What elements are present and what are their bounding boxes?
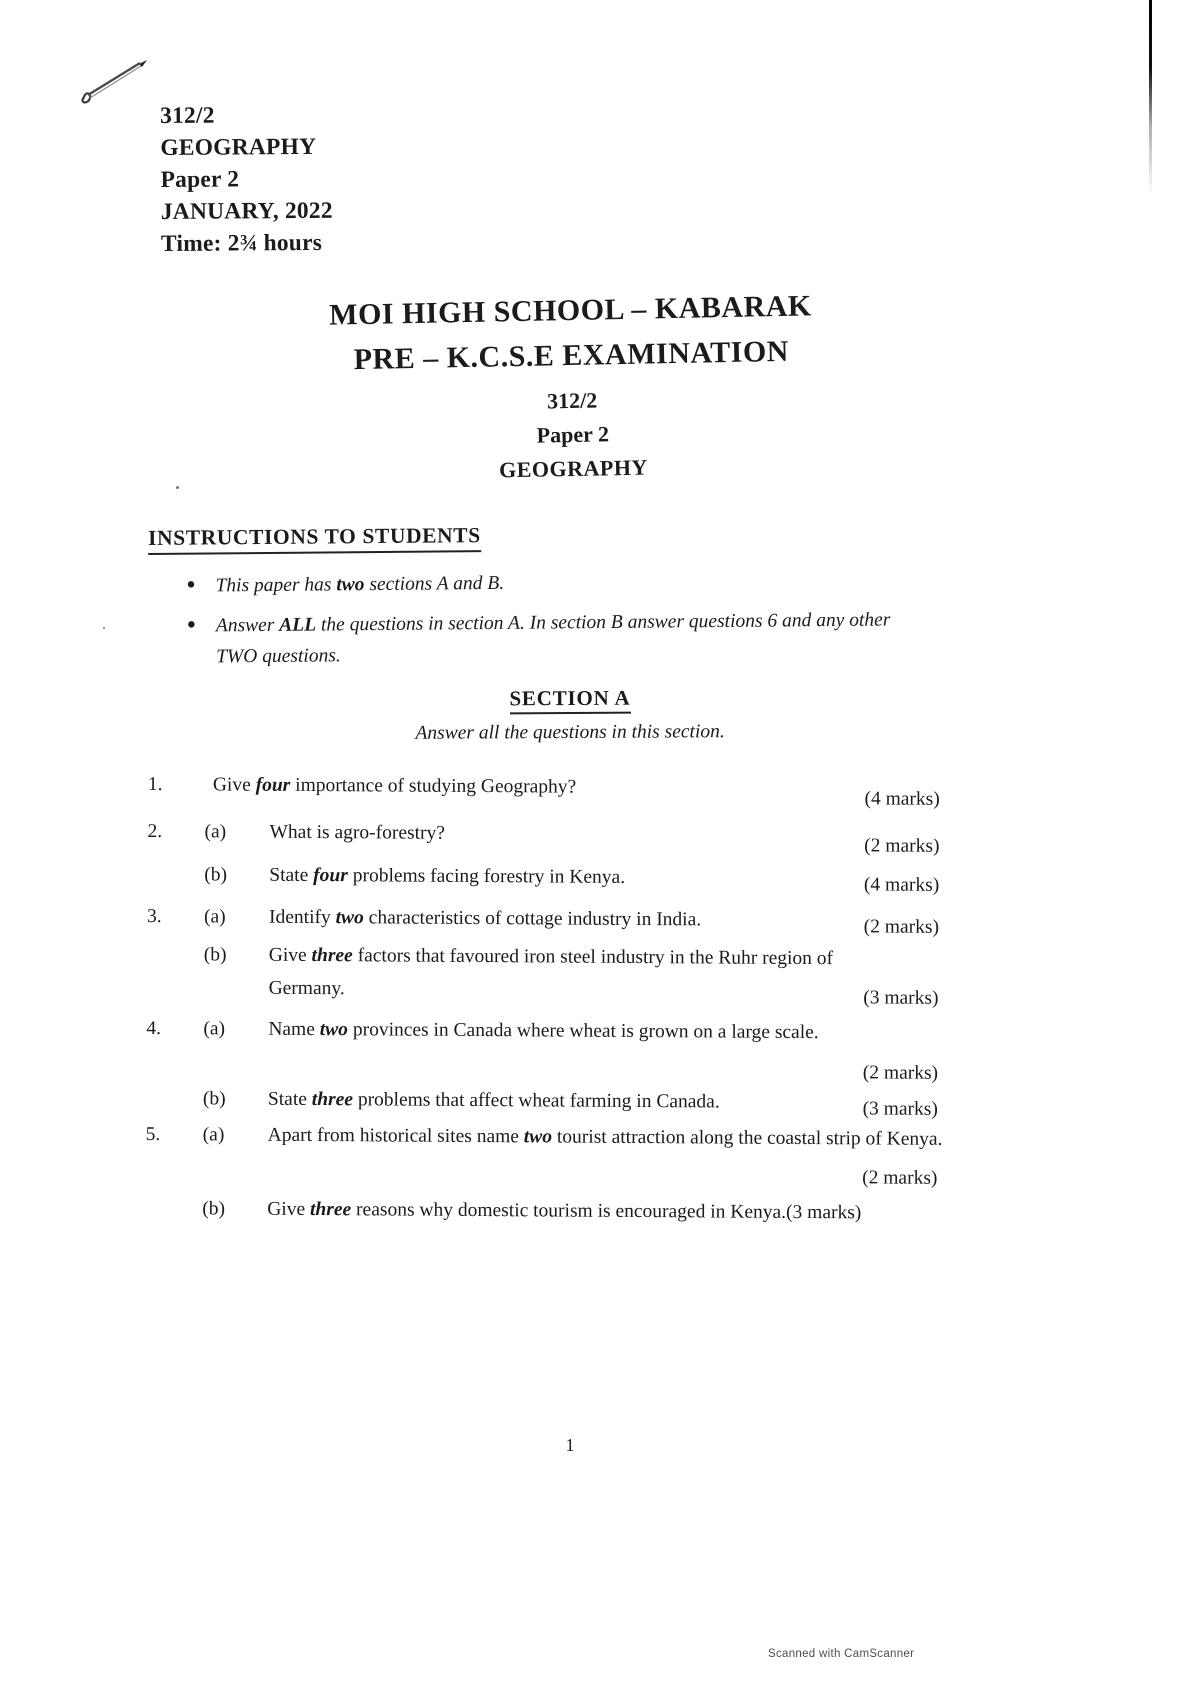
question-marks: (4 marks)	[863, 874, 940, 896]
page-number: 1	[565, 1435, 575, 1455]
title-subject: GEOGRAPHY	[498, 454, 649, 483]
question-number: 5.	[145, 1123, 161, 1146]
section-a-heading: SECTION A	[509, 686, 630, 715]
instruction-item: ● Answer ALL the questions in section A. In section B answer questions 6 and any other TWO questions.	[186, 609, 891, 668]
instruction-item: ● This paper has two sections A and B.	[148, 564, 925, 602]
title-paper-number: Paper 2	[536, 421, 610, 448]
paper-number: Paper 2	[160, 166, 240, 193]
question-letter: (a)	[203, 1018, 226, 1040]
question-marks: (3 marks)	[862, 1098, 938, 1120]
question-number: 2.	[147, 820, 163, 843]
question-marks: (2 marks)	[863, 916, 940, 938]
question-letter: (b)	[204, 864, 228, 886]
scan-speck	[103, 627, 105, 629]
section-a-header	[0, 683, 1140, 747]
section-a-subheading: Answer all the questions in this section.	[415, 721, 725, 744]
instructions-heading: INSTRUCTIONS TO STUDENTS	[148, 523, 481, 555]
question-number: 1.	[147, 773, 163, 796]
question-marks: (3 marks)	[785, 1201, 862, 1224]
exam-title-block	[0, 277, 1144, 497]
question-marks: (2 marks)	[862, 1167, 938, 1189]
question-number: 4.	[146, 1017, 162, 1040]
question-letter: (b)	[202, 1088, 226, 1110]
scan-edge-artifact	[1149, 0, 1152, 195]
title-paper-code: 312/2	[546, 387, 598, 414]
question-letter: (a)	[203, 906, 226, 928]
question-letter: (b)	[203, 944, 227, 966]
question-text: Give four importance of studying Geography?	[212, 774, 577, 798]
exam-name: PRE – K.C.S.E EXAMINATION	[353, 334, 790, 377]
instructions-section	[148, 519, 989, 682]
question-marks: (3 marks)	[863, 987, 939, 1009]
question-text: Name two provinces in Canada where wheat is grown on a large scale.	[268, 1018, 819, 1044]
time-allowed: Time: 2¾ hours	[160, 229, 323, 257]
question-text: State four problems facing forestry in Kenya.	[269, 864, 626, 888]
instructions-list	[148, 564, 989, 673]
school-name: MOI HIGH SCHOOL – KABARAK	[328, 289, 812, 332]
question-text: Identify two characteristics of cottage industry in India.	[268, 906, 702, 931]
question-text: Apart from historical sites name two tourist attraction along the coastal strip of Kenya.	[267, 1124, 943, 1150]
bullet-icon: ●	[186, 576, 196, 593]
question-marks: (2 marks)	[862, 1062, 939, 1084]
questions-list	[145, 760, 943, 1265]
question-marks: (2 marks)	[864, 835, 940, 857]
question-1	[147, 768, 940, 810]
question-number: 3.	[146, 905, 162, 928]
question-2a	[147, 815, 940, 857]
paper-header	[160, 99, 333, 260]
question-text: What is agro-forestry?	[269, 821, 446, 844]
question-letter: (b)	[202, 1198, 226, 1220]
question-text: Give three factors that favoured iron steel industry in the Ruhr region of Germany.	[268, 944, 834, 1000]
question-letter: (a)	[202, 1124, 225, 1146]
bullet-icon: ●	[186, 616, 196, 633]
pen-clip-mark	[74, 50, 154, 108]
scanner-credit: Scanned with CamScanner	[768, 1648, 915, 1660]
exam-date: JANUARY, 2022	[160, 197, 333, 225]
question-letter: (a)	[204, 821, 227, 843]
question-text: Give three reasons why domestic tourism is encouraged in Kenya.(3 marks)	[267, 1198, 862, 1224]
question-marks: (4 marks)	[864, 788, 940, 810]
paper-subject: GEOGRAPHY	[160, 133, 317, 161]
question-text: State three problems that affect wheat farming in Canada.	[267, 1088, 720, 1113]
paper-code: 312/2	[160, 102, 215, 129]
